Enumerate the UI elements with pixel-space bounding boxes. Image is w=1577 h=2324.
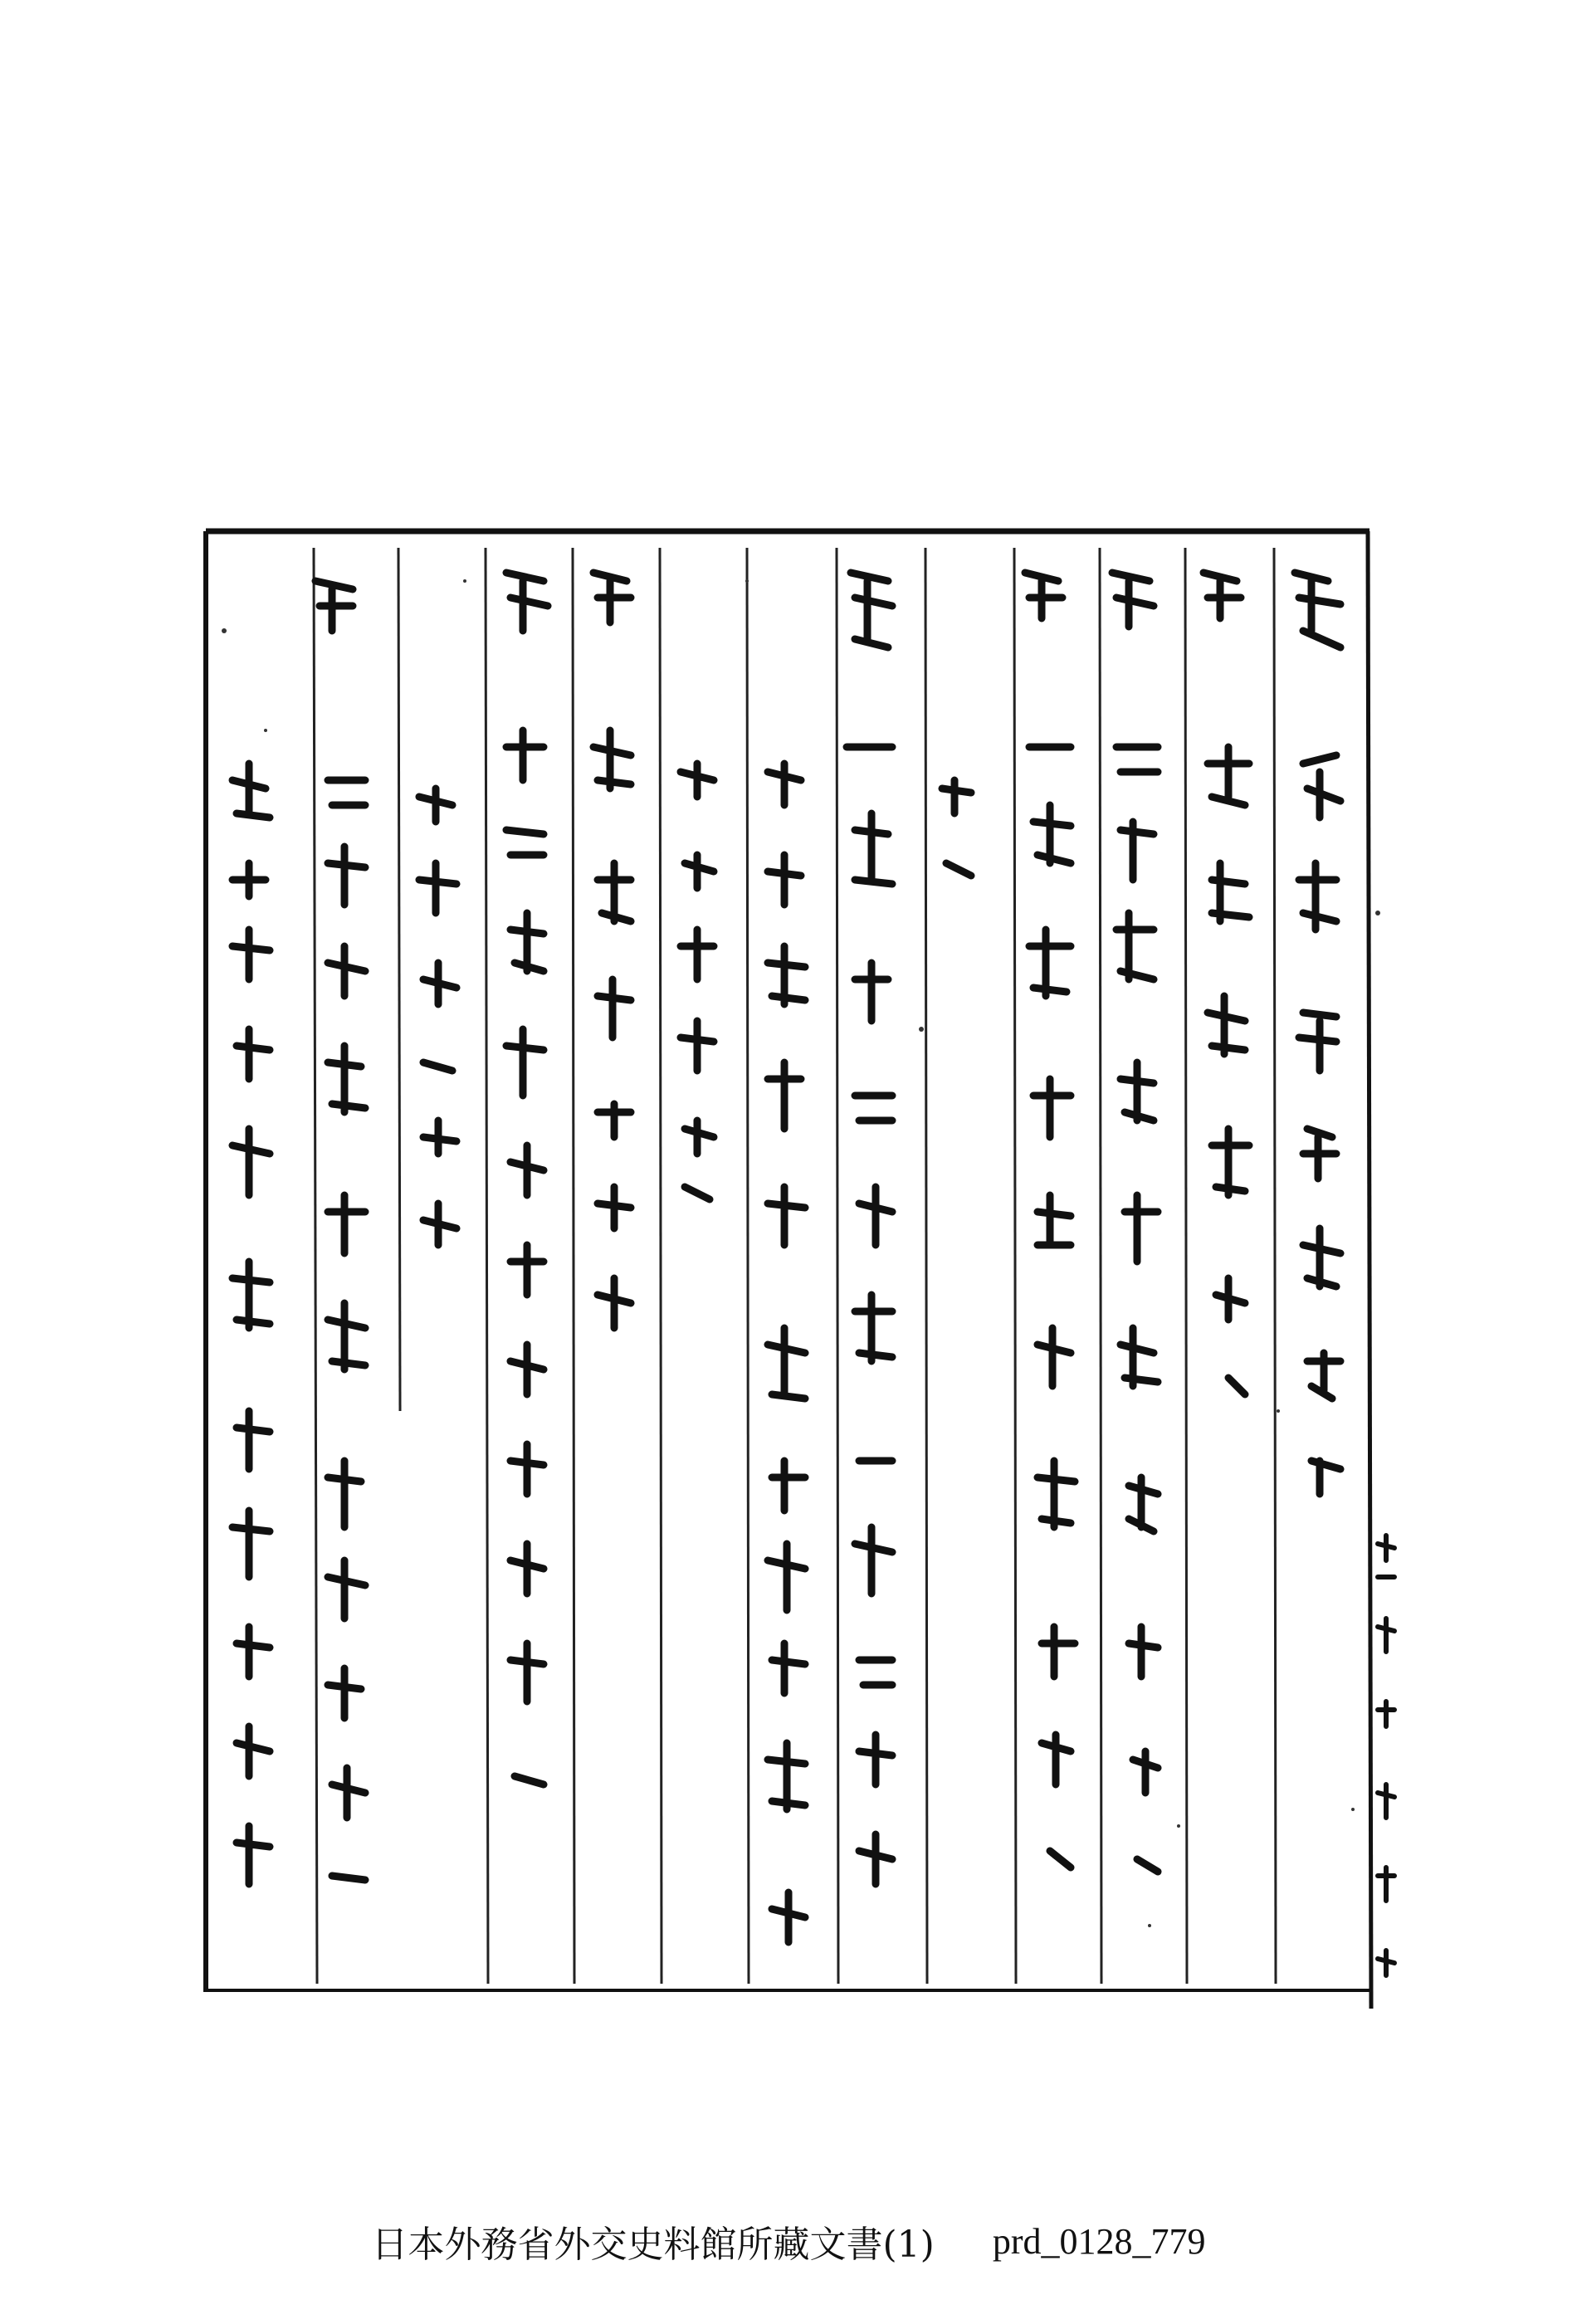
manuscript-column [847,573,892,1884]
manuscript-column [232,764,270,1884]
manuscript-column [593,573,631,1328]
manuscript-column [1025,573,1075,1868]
column-rules [314,548,1276,1984]
manuscript-column [681,764,714,1199]
margin-notes [1378,1536,1394,1975]
manuscript-column [506,573,548,1784]
manuscript-column [419,788,456,1245]
manuscript-column [942,780,971,876]
manuscript-column [1204,573,1249,1394]
manuscript-column [315,581,365,1880]
page-footer [0,2208,1577,2274]
manuscript-column [768,764,805,1942]
collection-caption: 日本外務省外交史料館所藏文書(1) [371,2224,935,2266]
document-id: prd_0128_779 [992,2220,1206,2262]
manuscript-column [1295,573,1340,1494]
manuscript-column [1112,573,1158,1872]
handwritten-text [232,573,1394,1975]
